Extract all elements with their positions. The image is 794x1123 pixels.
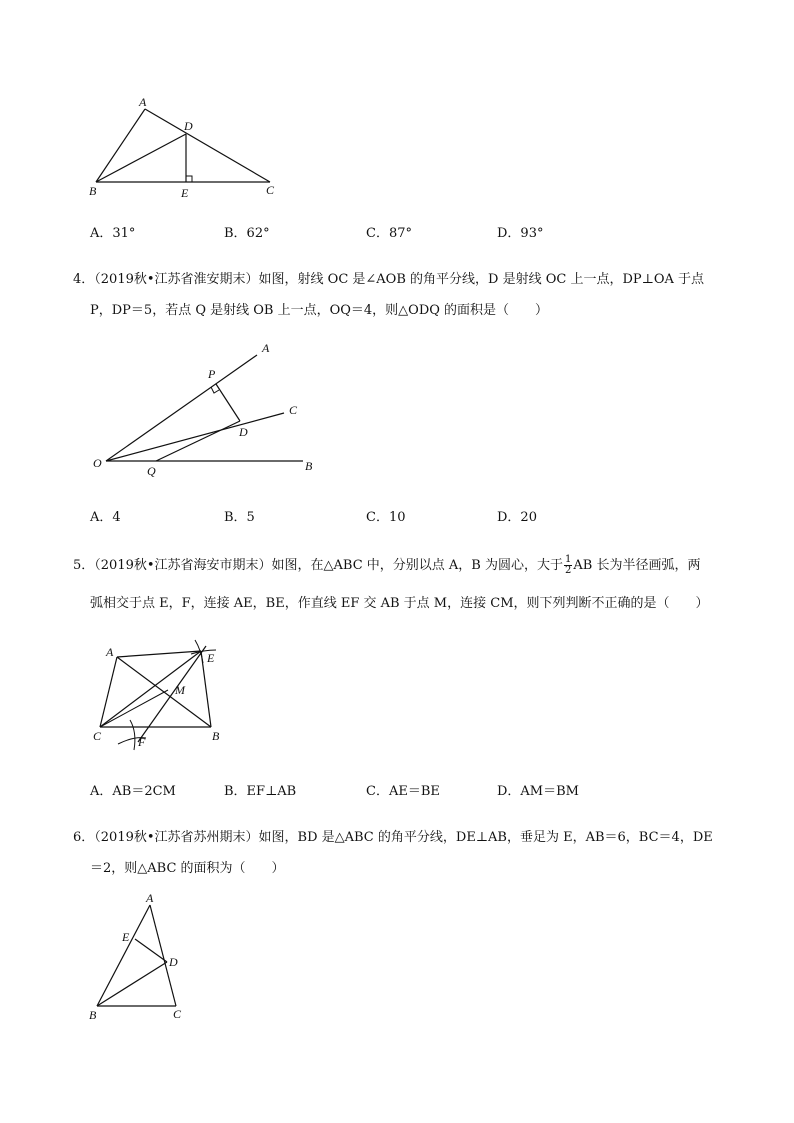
q6-label-E: E xyxy=(122,930,130,944)
q3-figure xyxy=(80,90,300,210)
q3-label-D: D xyxy=(184,119,193,133)
q4-figure xyxy=(85,335,325,480)
q6-label-A: A xyxy=(146,891,154,905)
q5-label-C: C xyxy=(93,729,102,743)
q5-label-M: M xyxy=(175,683,185,697)
q4-question-line2: P，DP＝5，若点 Q 是射线 OB 上一点，OQ＝4，则△ODQ 的面积是（ ） xyxy=(90,303,549,318)
q3-choice-c: C．87° xyxy=(366,226,412,241)
q4-label-D: D xyxy=(239,425,248,439)
q4-label-Q: Q xyxy=(147,464,156,478)
q3-choice-b: B．62° xyxy=(224,226,270,241)
q5-choice-b: B．EF⊥AB xyxy=(224,784,297,799)
q3-label-E: E xyxy=(181,186,189,200)
q5-label-B: B xyxy=(212,729,220,743)
q3-choice-d: D．93° xyxy=(497,226,544,241)
q4-choice-b: B．5 xyxy=(224,510,255,525)
q5-line1-before: 5．（2019秋•江苏省海安市期末）如图，在△ABC 中，分别以点 A，B 为圆心，大于 xyxy=(73,558,563,573)
q6-label-B: B xyxy=(89,1008,97,1022)
q6-question-line2: ＝2，则△ABC 的面积为（ ） xyxy=(90,861,285,876)
q6-label-C: C xyxy=(173,1007,182,1021)
q5-question-line1 xyxy=(73,554,700,576)
q5-figure xyxy=(85,632,245,752)
q3-choice-a: A．31° xyxy=(90,226,136,241)
q6-question-line1: 6．（2019秋•江苏省苏州期末）如图，BD 是△ABC 的角平分线，DE⊥AB，垂足为 E，AB＝6，BC＝4，DE xyxy=(73,830,713,845)
q5-question-line2: 弧相交于点 E，F，连接 AE，BE，作直线 EF 交 AB 于点 M，连接 CM，则下列判断不正确的是（ ） xyxy=(90,596,709,611)
q5-frac-den: 2 xyxy=(565,565,572,576)
q4-choice-c: C．10 xyxy=(366,510,406,525)
q5-label-A: A xyxy=(106,645,114,659)
q6-figure xyxy=(85,885,195,1020)
q5-label-E: E xyxy=(207,651,215,665)
q4-label-A: A xyxy=(262,341,270,355)
q3-label-C: C xyxy=(266,183,275,197)
q3-label-B: B xyxy=(89,184,97,198)
q5-line1-after: AB 长为半径画弧，两 xyxy=(573,558,701,573)
q5-label-F: F xyxy=(138,735,146,749)
q5-choice-c: C．AE＝BE xyxy=(366,784,440,799)
q4-label-C: C xyxy=(289,403,298,417)
q3-label-A: A xyxy=(139,95,147,109)
q4-choice-d: D．20 xyxy=(497,510,537,525)
q4-choice-a: A．4 xyxy=(90,510,121,525)
q4-question-line1: 4．（2019秋•江苏省淮安期末）如图，射线 OC 是∠AOB 的角平分线，D 是射线 OC 上一点，DP⊥OA 于点 xyxy=(73,272,705,287)
q4-label-P: P xyxy=(208,367,216,381)
q5-choice-a: A．AB＝2CM xyxy=(90,784,176,799)
q4-label-B: B xyxy=(305,459,313,473)
q5-fraction xyxy=(564,555,572,576)
q5-choice-d: D．AM＝BM xyxy=(497,784,579,799)
q5-frac-num: 1 xyxy=(565,554,572,565)
q6-label-D: D xyxy=(169,955,178,969)
q4-label-O: O xyxy=(93,456,102,470)
